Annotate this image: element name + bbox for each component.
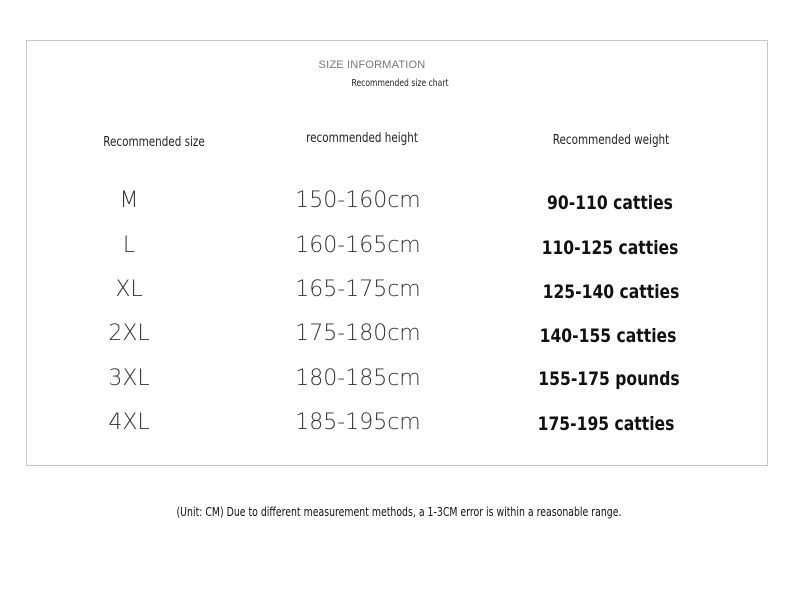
row-size-cell: XL: [115, 277, 143, 302]
row-size-cell: M: [119, 188, 139, 213]
column-header-height: recommended height: [306, 131, 418, 146]
row-weight-cell: 140-155 catties: [539, 325, 677, 347]
row-height-cell: 180-185cm: [295, 366, 421, 391]
row-size-cell: 3XL: [108, 366, 150, 391]
measurement-note: (Unit: CM) Due to different measurement methods, a 1-3CM error is within a reasonable range.: [176, 505, 622, 519]
row-weight-cell: 175-195 catties: [537, 413, 675, 435]
row-weight-cell: 110-125 catties: [541, 237, 679, 259]
row-height-cell: 165-175cm: [295, 277, 421, 302]
column-header-size: Recommended size: [103, 135, 205, 150]
column-header-weight: Recommended weight: [552, 133, 670, 148]
row-height-cell: 150-160cm: [295, 188, 421, 213]
row-weight-cell: 90-110 catties: [547, 192, 673, 214]
row-weight-cell: 155-175 pounds: [538, 368, 680, 390]
row-height-cell: 175-180cm: [295, 321, 421, 346]
chart-title: SIZE INFORMATION: [318, 59, 426, 71]
row-size-cell: 4XL: [108, 410, 150, 435]
chart-subtitle: Recommended size chart: [351, 78, 449, 89]
row-weight-cell: 125-140 catties: [542, 281, 680, 303]
row-height-cell: 185-195cm: [295, 410, 421, 435]
row-height-cell: 160-165cm: [295, 233, 421, 258]
row-size-cell: L: [122, 233, 136, 258]
row-size-cell: 2XL: [108, 321, 150, 346]
